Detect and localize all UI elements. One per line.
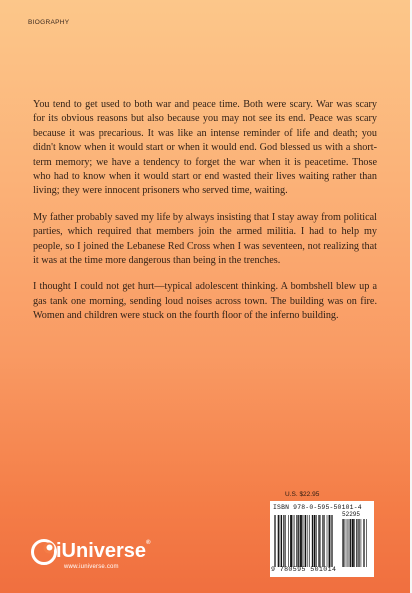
addon-barcode-bars: [342, 519, 370, 567]
barcode-bar: [350, 519, 351, 567]
barcode-bar: [363, 519, 364, 567]
iuniverse-logo-icon: [30, 538, 58, 566]
isbn-label: ISBN 978-0-595-50101-4: [273, 504, 362, 511]
blurb-paragraph: I thought I could not get hurt—typical adolescent thinking. A bombshell blew up a gas tank one morning, sending loud noises across town. The building was on fire. Women and children were stuck on the fourth floor of the inferno building.: [33, 281, 377, 322]
barcode-bar: [294, 515, 295, 567]
barcode-bar: [309, 515, 310, 567]
barcode-bar: [332, 515, 333, 567]
barcode-bar: [329, 515, 331, 567]
barcode-bar: [278, 515, 279, 567]
barcode-bar: [348, 519, 349, 567]
barcode-bar: [358, 519, 359, 567]
publisher-logo[interactable]: [30, 538, 165, 578]
barcode-bar: [364, 519, 365, 567]
barcode-bar: [303, 515, 304, 567]
barcode-bar: [316, 515, 317, 567]
ean-barcode-bars: [274, 515, 338, 567]
publisher-name: [56, 540, 150, 563]
price-label: U.S. $22.95: [285, 491, 320, 498]
publisher-url[interactable]: www.iuniverse.com: [64, 564, 119, 570]
blurb-paragraph: My father probably saved my life by always insisting that I stay away from political parties, which required that members join the armed militia. I had to help my people, so I joined the Lebanese Red Cross when I was seventeen, not realizing that it was at the time more dangerous than being in the trenches.: [33, 211, 377, 267]
barcode-bar: [346, 519, 347, 567]
barcode-bar: [296, 515, 297, 567]
barcode-bar: [356, 519, 357, 567]
barcode-bar: [275, 515, 276, 567]
barcode-bar: [307, 515, 308, 567]
barcode-bar: [280, 515, 281, 567]
barcode-bar: [300, 515, 302, 567]
barcode-bar: [342, 519, 343, 567]
barcode-bar: [304, 515, 305, 567]
barcode-bar: [290, 515, 292, 567]
barcode-bar: [288, 515, 289, 567]
barcode-bar: [327, 515, 328, 567]
barcode-bar: [343, 519, 344, 567]
barcode-bar: [281, 515, 282, 567]
barcode-bar: [324, 515, 325, 567]
barcode-bar: [312, 515, 313, 567]
barcode-bar: [314, 515, 316, 567]
barcode-bar: [354, 519, 355, 567]
ean-digits: 9 780595 501014: [271, 566, 337, 573]
barcode-bar: [305, 515, 306, 567]
barcode-bar: [298, 515, 299, 567]
addon-code: 52295: [342, 511, 361, 518]
barcode-bar: [283, 515, 284, 567]
barcode-bar: [285, 515, 286, 567]
blurb-paragraph: You tend to get used to both war and peace time. Both were scary. War was scary for its obvious reasons but also because you may not see its end. Peace was scary because it was precarious. It was like an intense reminder of life and death; you didn't know when it would start or when it would end. God blessed us with a short-term memory; we have a tendency to forget the war when it is peacetime. Those who had to know when it would start or end wasted their lives waiting rather than living; they were innocent prisoners who served time, waiting.: [33, 99, 377, 197]
back-cover-blurb: [33, 98, 377, 336]
publisher-name-text: iUniverse: [56, 540, 147, 562]
barcode-bar: [319, 515, 320, 567]
barcode-bar: [322, 515, 323, 567]
barcode-bar: [366, 519, 367, 567]
isbn-barcode: [270, 501, 374, 577]
registered-mark: ®: [146, 540, 151, 546]
barcode-bar: [361, 519, 362, 567]
barcode-bar: [293, 515, 294, 567]
barcode-bar: [352, 519, 354, 567]
barcode-bar: [359, 519, 360, 567]
barcode-bar: [318, 515, 319, 567]
barcode-bar: [349, 519, 350, 567]
category-label: BIOGRAPHY: [28, 19, 70, 26]
barcode-bar: [331, 515, 332, 567]
barcode-bar: [274, 515, 275, 567]
